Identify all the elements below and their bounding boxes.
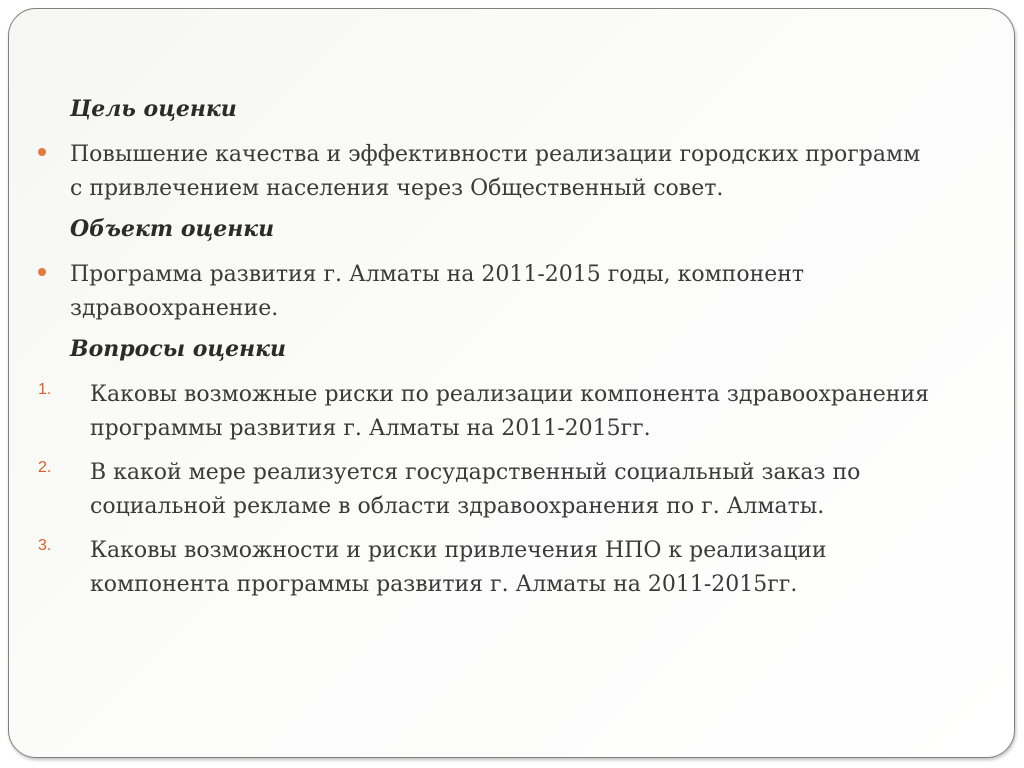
question-text: Каковы возможные риски по реализации компонента здравоохранения программы развития г. Алматы на 2011-2015гг. — [90, 382, 930, 441]
heading-object: Объект оценки — [70, 216, 275, 242]
heading-goal: Цель оценки — [70, 96, 237, 122]
question-number: 1. — [38, 381, 52, 398]
bullet-goal-text: Повышение качества и эффективности реализации городских программ с привлечением населения через Общественный совет. — [70, 142, 921, 201]
bullet-dot-icon — [38, 148, 46, 156]
bullet-object-text: Программа развития г. Алматы на 2011-2015 годы, компонент здравоохранение. — [70, 262, 805, 321]
question-number: 3. — [38, 537, 52, 554]
bullet-dot-icon — [38, 268, 46, 276]
question-number: 2. — [38, 459, 52, 476]
heading-questions: Вопросы оценки — [70, 336, 287, 362]
question-text: В какой мере реализуется государственный социальный заказ по социальной рекламе в области здравоохранения по г. Алматы. — [90, 460, 861, 519]
question-text: Каковы возможности и риски привлечения НПО к реализации компонента программы развития г. Алматы на 2011-2015гг. — [90, 538, 827, 597]
